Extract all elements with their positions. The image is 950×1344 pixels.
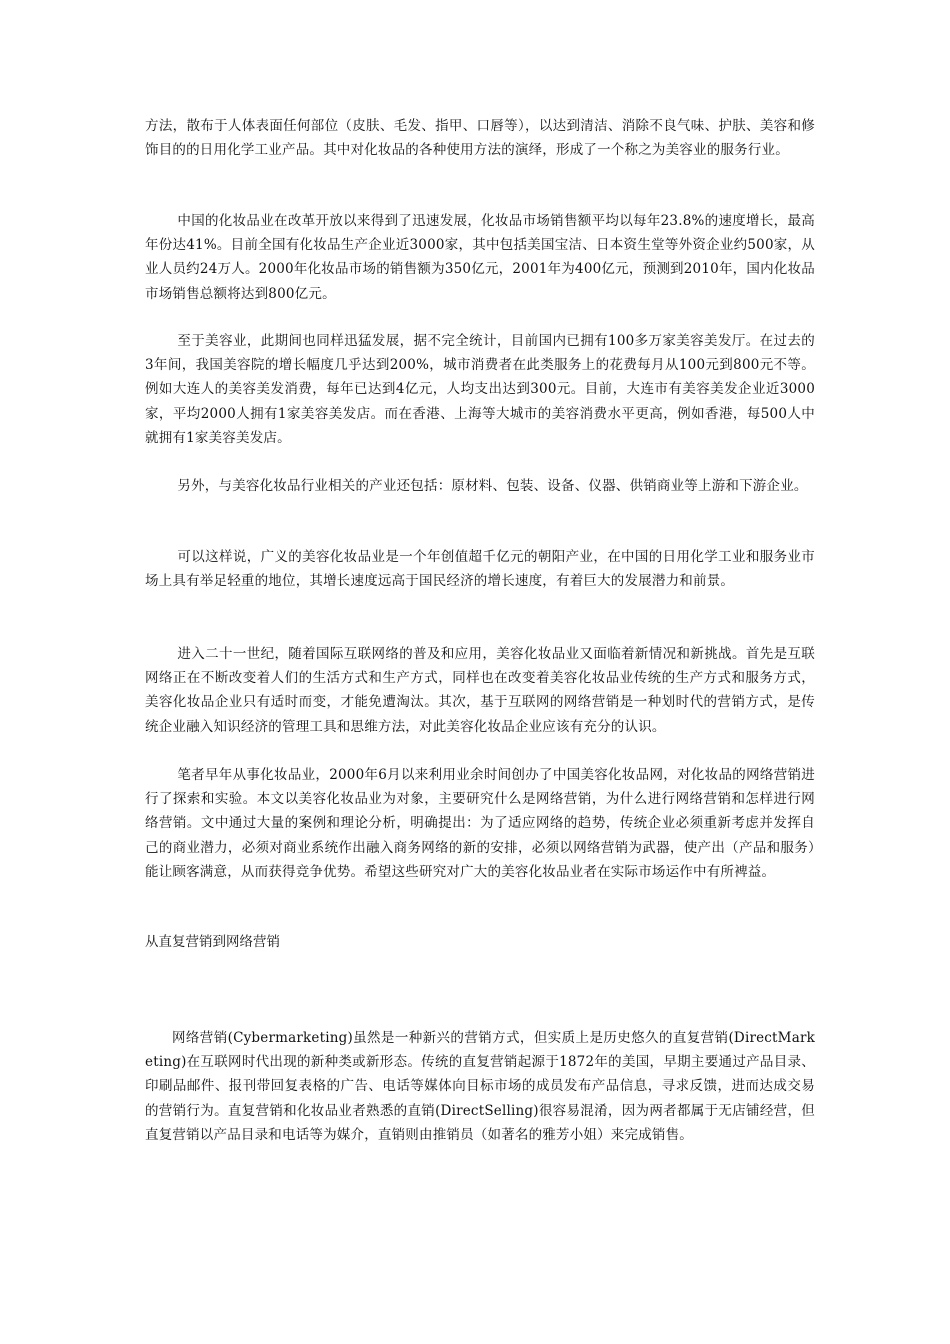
paragraph-cosmetics-industry	[145, 209, 815, 306]
paragraph-text: 另外，与美容化妆品行业相关的产业还包括：原材料、包装、设备、仪器、供销商业等上游和下游企业。	[177, 478, 808, 494]
paragraph-text: 网络营销(Cybermarketing)虽然是一种新兴的营销方式，但实质上是历史悠久的直复营销(DirectMarketing)在互联网时代出现的新种类或新形态。传统的直复营销起源于1872年的美国，早期主要通过产品目录、印刷品邮件、报刊带回复表格的广告、电话等媒体向目标市场的成员发布产品信息，寻求反馈，进而达成交易的营销行为。直复营销和化妆品业者熟悉的直销(DirectSelling)很容易混淆，因为两者都属于无店铺经营，但直复营销以产品目录和电话等为媒介，直销则由推销员（如著名的雅芳小姐）来完成销售。	[145, 1030, 815, 1143]
paragraph-internet-challenges	[145, 642, 815, 739]
section-heading	[145, 930, 815, 954]
paragraph-related-industries	[145, 474, 815, 498]
paragraph-cybermarketing	[145, 1026, 815, 1147]
paragraph-cosmetics-definition	[145, 114, 815, 162]
paragraph-text: 中国的化妆品业在改革开放以来得到了迅速发展，化妆品市场销售额平均以每年23.8%的速度增长，最高年份达41%。目前全国有化妆品生产企业近3000家，其中包括美国宝洁、日本资生堂等外资企业约500家，从业人员约24万人。2000年化妆品市场的销售额为350亿元，2001年为400亿元，预测到2010年，国内化妆品市场销售总额将达到800亿元。	[145, 213, 815, 302]
paragraph-text: 可以这样说，广义的美容化妆品业是一个年创值超千亿元的朝阳产业，在中国的日用化学工业和服务业市场上具有举足轻重的地位，其增长速度远高于国民经济的增长速度，有着巨大的发展潜力和前景。	[145, 549, 815, 590]
paragraph-beauty-industry	[145, 329, 815, 450]
paragraph-text: 方法，散布于人体表面任何部位（皮肤、毛发、指甲、口唇等），以达到清洁、消除不良气味、护肤、美容和修饰目的的日用化学工业产品。其中对化妆品的各种使用方法的演绎，形成了一个称之为美容业的服务行业。	[145, 118, 815, 159]
paragraph-author-research	[145, 763, 815, 884]
paragraph-sunrise-industry	[145, 545, 815, 593]
section-heading-text: 从直复营销到网络营销	[145, 934, 280, 950]
paragraph-text: 笔者早年从事化妆品业，2000年6月以来利用业余时间创办了中国美容化妆品网，对化妆品的网络营销进行了探索和实验。本文以美容化妆品业为对象，主要研究什么是网络营销，为什么进行网络营销和怎样进行网络营销。文中通过大量的案例和理论分析，明确提出：为了适应网络的趋势，传统企业必须重新考虑并发挥自己的商业潜力，必须对商业系统作出融入商务网络的新的安排，必须以网络营销为武器，使产出（产品和服务）能让顾客满意，从而获得竞争优势。希望这些研究对广大的美容化妆品业者在实际市场运作中有所裨益。	[145, 767, 815, 880]
paragraph-text: 至于美容业，此期间也同样迅猛发展，据不完全统计，目前国内已拥有100多万家美容美发厅。在过去的3年间，我国美容院的增长幅度几乎达到200%，城市消费者在此类服务上的花费每月从100元到800元不等。例如大连人的美容美发消费，每年已达到4亿元，人均支出达到300元。目前，大连市有美容美发企业近3000家，平均2000人拥有1家美容美发店。而在香港、上海等大城市的美容消费水平更高，例如香港，每500人中就拥有1家美容美发店。	[145, 333, 815, 446]
paragraph-text: 进入二十一世纪，随着国际互联网络的普及和应用，美容化妆品业又面临着新情况和新挑战。首先是互联网络正在不断改变着人们的生活方式和生产方式，同样也在改变着美容化妆品业传统的生产方式和服务方式，美容化妆品企业只有适时而变，才能免遭淘汰。其次，基于互联网的网络营销是一种划时代的营销方式，是传统企业融入知识经济的管理工具和思维方法，对此美容化妆品企业应该有充分的认识。	[145, 646, 815, 735]
